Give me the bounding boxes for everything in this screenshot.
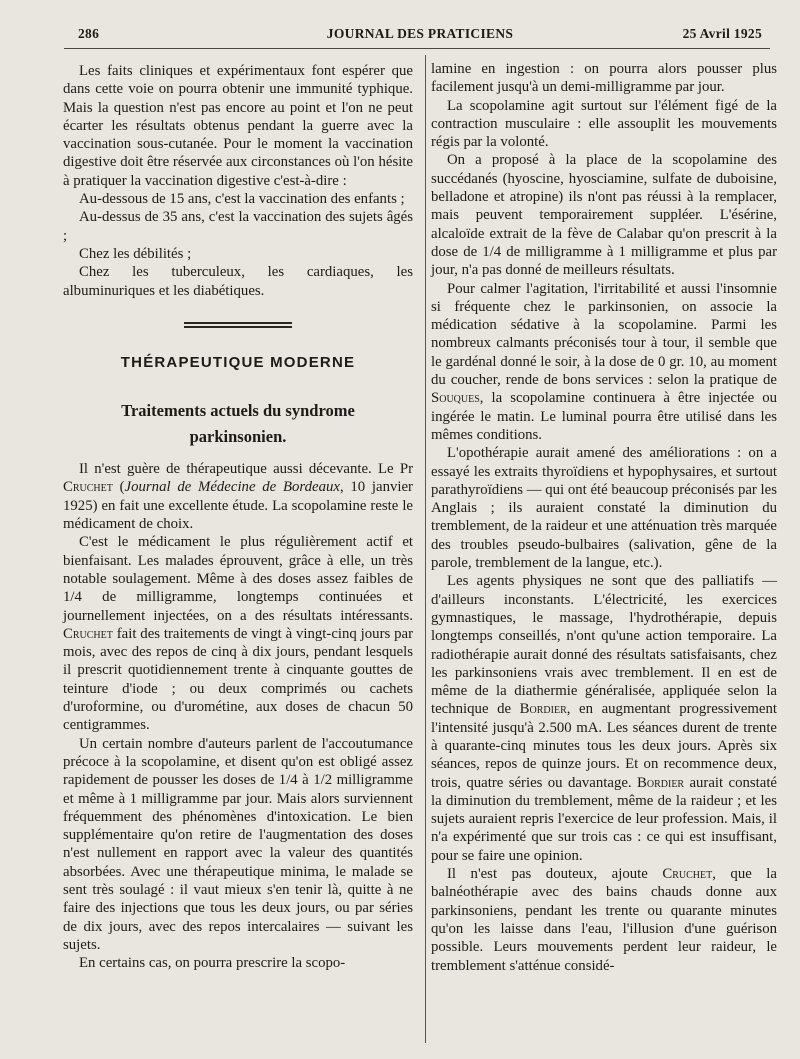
text: , la scopolamine continuera à être injectée ou ingérée le matin. Le luminal pourra être utilisé dans les mêmes conditions. (431, 390, 777, 443)
header-rule (64, 48, 770, 49)
paragraph: Au-dessous de 15 ans, c'est la vaccination des enfants ; (79, 191, 405, 208)
text: Il n'est pas douteux, ajoute (447, 866, 663, 883)
paragraph (431, 865, 777, 975)
article-title-line-2: parkinsonien. (189, 427, 287, 447)
author-name: Cruchet (63, 625, 113, 642)
paragraph: En certains cas, on pourra prescrire la scopo- (79, 955, 346, 972)
journal-reference: Journal de Médecine de Bordeaux (124, 479, 340, 496)
text: , en augmentant progressivement l'intensité jusqu'à 2.500 mA. Les séances durent de trente à quarante-cinq minutes tous les deux jours. Après six séances, repos de quinze jours. Et on recommence deux, trois, quatre séries ou davantage. (431, 701, 777, 791)
paragraph: On a proposé à la place de la scopolamine des succédanés (hyoscine, hyosciamine, sulfate de duboisine, belladone et atropine) ils n'ont pas réussi à la remplacer, mais peuvent temporairement suppléer. L'ésérine, alcaloïde extrait de la fève de Calabar qu'on prescrit à la dose de 1/4 de milligramme à 1 milligramme et plus par jour, n'a pas donné de meilleurs résultats. (431, 152, 777, 279)
page-header (78, 26, 762, 48)
paragraph: Chez les tuberculeux, les cardiaques, les albuminuriques et les diabétiques. (63, 264, 413, 299)
section-separator (184, 322, 292, 328)
text: Les agents physiques ne sont que des palliatifs — d'ailleurs inconstants. L'électricité, les exercices gymnastiques, le massage, l'hydrothérapie, depuis longtemps conseillés, n'ont qu'une action temporaire. La radiothérapie aurait donné des résultats satisfaisants, chez les parkinsoniens vrais avec tremblement. Il en est de même de la diathermie généralisée, appliquée selon la technique de (431, 573, 777, 718)
column-divider (425, 55, 426, 1043)
paragraph: Les faits cliniques et expérimentaux font espérer que dans cette voie on pourra obtenir une immunité typhique. Mais la question n'est pas encore au point et l'on ne peut écarter les résultats obtenus pendant la guerre avec la vaccination sous-cutanée. Pour le moment la vaccination digestive doit être réservée aux circonstances où l'on hésite à pratiquer la vaccination digestive c'est-à-dire : (63, 63, 413, 189)
author-name: Souques (431, 390, 480, 407)
author-name: Bordier (519, 701, 567, 718)
author-name: Cruchet (662, 866, 713, 883)
paragraph: La scopolamine agit surtout sur l'élément figé de la contraction musculaire : elle assouplit les mouvements régis par la volonté. (431, 97, 777, 151)
paragraph: lamine en ingestion : on pourra alors pousser plus facilement jusqu'à un demi-milligramme par jour. (431, 61, 777, 96)
page-number: 286 (78, 26, 100, 41)
paragraph (63, 533, 413, 734)
text: Pour calmer l'agitation, l'irritabilité et aussi l'insomnie si fréquente chez le parkinsonien, on associe la médication sédative à la scopolamine. Parmi les nombreux calmants préconisés tour à tour, il semble que le gardénal donné le soir, à la dose de 0 gr. 10, au moment du coucher, rende de bons services : selon la pratique de (431, 280, 777, 389)
right-column (431, 60, 777, 975)
section-title: THÉRAPEUTIQUE MODERNE (120, 353, 356, 371)
left-column (63, 62, 413, 972)
author-name: Cruchet (63, 479, 113, 496)
text: Il n'est guère de thérapeutique aussi décevante. Le Pr (79, 461, 413, 478)
paragraph: Chez les débilités ; (79, 245, 192, 262)
text: ( (112, 479, 125, 496)
text: , 10 janvier 1925) en fait une excellente étude. La scopolamine reste le médicament de choix. (63, 479, 413, 533)
issue-date: 25 Avril 1925 (682, 26, 762, 41)
article-title (63, 398, 413, 450)
paragraph: Un certain nombre d'auteurs parlent de l'accoutumance précoce à la scopolamine, et disent qu'on est obligé assez rapidement de pousser les doses de 1/4 à 1/2 milligramme et même à 1 milligramme par jour. Mais alors surviennent fréquemment des phénomènes d'intoxication. Le bien supplémentaire qu'on retire de l'augmentation des doses n'est nullement en rapport avec la valeur des quantités absorbées. Avec une thérapeutique minima, le malade se sent très soulagé : il vaut mieux s'en tenir là, quitte à ne faire des injections que tous les deux jours, ou par séries de dix jours, avec des repos intercalaires — suivant les sujets. (63, 735, 413, 953)
article-title-line-1: Traitements actuels du syndrome (121, 401, 355, 421)
author-name: Bordier (637, 774, 685, 791)
text: aurait constaté la diminution du tremblement, même de la raideur ; et les sujets auraient repris l'exercice de leur profession. Mais, il n'a expérimenté que sur trois cas : ce qui est insuffisant, pour se faire une opinion. (431, 774, 777, 864)
paragraph (431, 280, 777, 445)
paragraph: L'opothérapie aurait amené des améliorations : on a essayé les extraits thyroïdiens et hypophysaires, et surtout parathyroïdiens — qui ont été beaucoup préconisés par les Anglais ; ils auraient constaté la diminution du tremblement, de la raideur et une atténuation très marquée des troubles pseudo-bulbaires (salivation, gêne de la parole, tremblement de la langue, etc.). (431, 445, 777, 572)
paragraph: Au-dessus de 35 ans, c'est la vaccination des sujets âgés ; (63, 209, 413, 244)
text: fait des traitements de vingt à vingt-cinq jours par mois, avec des repos de cinq à dix jours, pendant lesquels il prescrit quotidiennement trente à cinquante gouttes de teinture d'iode ; ou deux comprimés ou cachets d'uroformine, ou d'urométine, aux doses de chacun 50 centigrammes. (63, 625, 413, 734)
paragraph (63, 460, 413, 533)
journal-title: JOURNAL DES PRATICIENS (326, 26, 514, 41)
text: C'est le médicament le plus régulièrement actif et bienfaisant. Les malades éprouvent, grâce à elle, un très notable soulagement. Même à des doses assez faibles de 1/4 de milligramme, longtemps continuées et journellement injectées, on a des résultats intéressants. (63, 534, 413, 624)
text: , que la balnéothérapie avec des bains chauds donne aux parkinsoniens, pendant les trente ou quarante minutes qu'on les laisse dans l'eau, l'illusion d'une guérison possible. Leurs mouvements perdent leur raideur, le tremblement s'atténue considé- (431, 866, 777, 974)
paragraph (431, 572, 777, 865)
